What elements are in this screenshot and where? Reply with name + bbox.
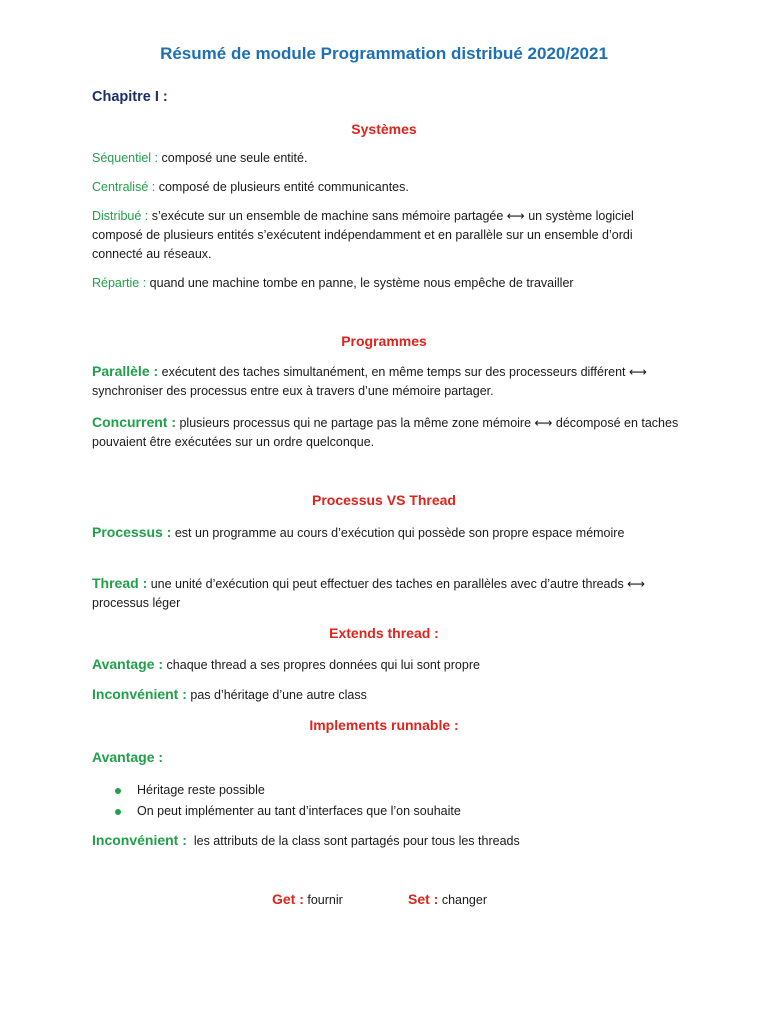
section-heading-implements-runnable: Implements runnable : bbox=[309, 717, 459, 733]
definition-thread bbox=[92, 574, 682, 613]
list-item bbox=[115, 801, 461, 822]
extends-avantage bbox=[92, 655, 682, 675]
term-label: Thread : bbox=[92, 575, 148, 591]
set-text: changer bbox=[438, 893, 487, 907]
get-definition bbox=[272, 891, 343, 907]
definition-text: s’exécute sur un ensemble de machine sans mémoire partagée ⟷ un système logiciel composé de plusieurs entités s’exécutent indépendamment et en parallèle sur un ensemble d’ordi connecté au réseaux. bbox=[92, 209, 634, 261]
definition-text: exécutent des taches simultanément, en même temps sur des processeurs différent ⟷ synchroniser des processus entre eux à travers d’une mémoire partager. bbox=[92, 365, 647, 398]
runnable-inconvenient bbox=[92, 831, 682, 851]
extends-inconvenient bbox=[92, 685, 682, 705]
term-label: Inconvénient : bbox=[92, 832, 187, 848]
section-heading-systemes: Systèmes bbox=[351, 121, 417, 137]
definition-parallele bbox=[92, 362, 682, 401]
set-definition bbox=[408, 891, 487, 907]
term-label: Distribué : bbox=[92, 209, 149, 223]
definition-text: quand une machine tombe en panne, le système nous empêche de travailler bbox=[146, 276, 574, 290]
definition-text: est un programme au cours d’exécution qui possède son propre espace mémoire bbox=[171, 526, 625, 540]
definition-text: pas d’héritage d’une autre class bbox=[186, 688, 367, 702]
runnable-avantage-list bbox=[115, 780, 461, 822]
bullet-icon bbox=[115, 788, 121, 794]
definition-repartie bbox=[92, 274, 682, 293]
document-title: Résumé de module Programmation distribué 2020/2021 bbox=[160, 44, 608, 63]
term-label: Processus : bbox=[92, 524, 172, 540]
definition-centralise bbox=[92, 178, 682, 197]
term-label: Avantage : bbox=[92, 656, 164, 672]
section-heading-extends-thread: Extends thread : bbox=[329, 625, 439, 641]
definition-text: composé de plusieurs entité communicantes. bbox=[155, 180, 409, 194]
term-label: Inconvénient : bbox=[92, 686, 187, 702]
term-label: Parallèle : bbox=[92, 363, 159, 379]
term-label: Concurrent : bbox=[92, 414, 176, 430]
section-heading-processus-vs-thread: Processus VS Thread bbox=[312, 492, 456, 508]
term-label: Avantage : bbox=[92, 749, 164, 765]
definition-text: les attributs de la class sont partagés pour tous les threads bbox=[186, 834, 520, 848]
section-heading-programmes: Programmes bbox=[341, 333, 427, 349]
definition-concurrent bbox=[92, 413, 682, 452]
set-term: Set : bbox=[408, 891, 439, 907]
term-label: Répartie : bbox=[92, 276, 147, 290]
definition-text: composé une seule entité. bbox=[158, 151, 308, 165]
definition-text: chaque thread a ses propres données qui lui sont propre bbox=[163, 658, 480, 672]
runnable-avantage bbox=[92, 748, 682, 768]
term-label: Centralisé : bbox=[92, 180, 156, 194]
bullet-icon bbox=[115, 809, 121, 815]
definition-processus bbox=[92, 523, 682, 543]
term-label: Séquentiel : bbox=[92, 151, 159, 165]
chapter-label: Chapitre I : bbox=[92, 89, 168, 105]
definition-text: plusieurs processus qui ne partage pas la même zone mémoire ⟷ décomposé en taches pouvaient être exécutées sur un ordre quelconque. bbox=[92, 416, 679, 449]
list-item-text: On peut implémenter au tant d’interfaces que l’on souhaite bbox=[137, 804, 461, 818]
list-item-text: Héritage reste possible bbox=[137, 783, 265, 797]
list-item bbox=[115, 780, 461, 801]
get-term: Get : bbox=[272, 891, 304, 907]
definition-text: une unité d’exécution qui peut effectuer des taches en parallèles avec d’autre threads ⟷ processus léger bbox=[92, 577, 646, 610]
get-text: fournir bbox=[303, 893, 343, 907]
definition-distribue bbox=[92, 207, 682, 264]
definition-sequentiel bbox=[92, 149, 682, 168]
